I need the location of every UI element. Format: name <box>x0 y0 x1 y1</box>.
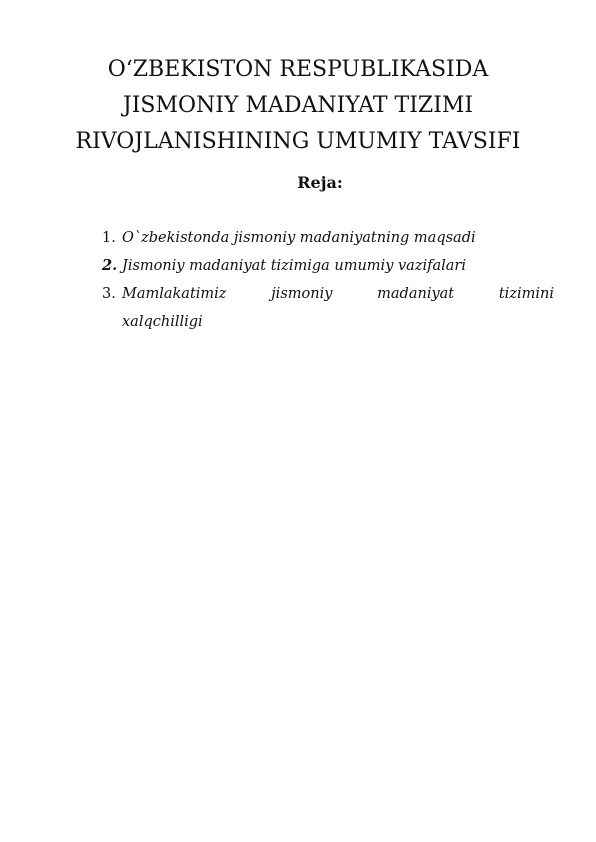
plan-item-word: jismoniy <box>271 286 333 302</box>
plan-list <box>102 224 554 336</box>
plan-item-text: O`zbekistonda jismoniy madaniyatning maqsadi <box>122 230 476 246</box>
document-title <box>70 52 526 160</box>
plan-item-text-line <box>122 280 554 308</box>
plan-item-word: tizimini <box>498 286 554 302</box>
plan-item-word: Mamlakatimiz <box>122 286 227 302</box>
plan-item-text: Jismoniy madaniyat tizimiga umumiy vazifalari <box>122 258 466 274</box>
title-line-2: JISMONIY MADANIYAT TIZIMI <box>122 93 474 118</box>
plan-item-number: 1. <box>102 230 116 246</box>
plan-item-1 <box>102 224 554 252</box>
plan-item-continuation: xalqchilligi <box>122 314 203 330</box>
plan-item-3 <box>102 280 554 336</box>
title-line-3: RIVOJLANISHINING UMUMIY TAVSIFI <box>75 129 521 154</box>
plan-item-2 <box>102 252 554 280</box>
plan-item-word: madaniyat <box>377 286 455 302</box>
plan-heading: Reja: <box>297 173 343 192</box>
plan-item-number: 3. <box>102 286 116 302</box>
plan-item-number: 2. <box>102 257 118 274</box>
title-line-1: O‘ZBEKISTON RESPUBLIKASIDA <box>107 57 489 82</box>
